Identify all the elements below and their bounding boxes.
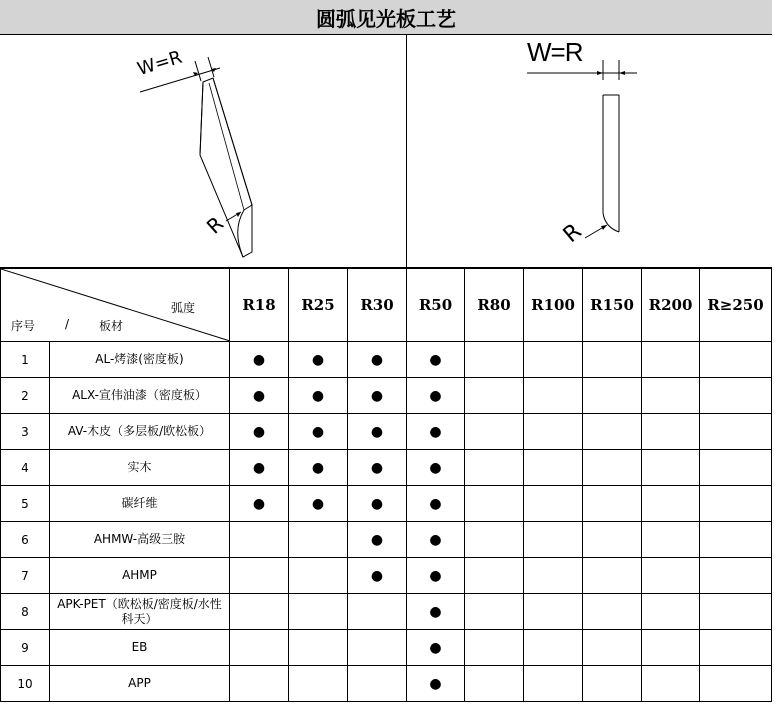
mark-cell [348, 450, 407, 486]
mark-cell [289, 342, 348, 378]
process-table [0, 268, 772, 702]
mark-cell [465, 522, 524, 558]
mark-cell [230, 486, 289, 522]
table-row [1, 414, 772, 450]
mark-cell [700, 630, 772, 666]
mark-cell [524, 486, 583, 522]
row-index: 10 [1, 666, 50, 702]
row-index: 9 [1, 630, 50, 666]
mark-cell [465, 558, 524, 594]
mark-cell [524, 414, 583, 450]
row-index: 2 [1, 378, 50, 414]
supported-mark-icon: ● [311, 459, 325, 476]
mark-cell [700, 666, 772, 702]
supported-mark-icon: ● [429, 603, 442, 620]
radius-label-right: R [558, 219, 587, 248]
mark-cell [700, 558, 772, 594]
diagram-area [0, 35, 772, 268]
mark-cell [407, 666, 465, 702]
mark-cell [642, 594, 700, 630]
mark-cell [407, 522, 465, 558]
row-index: 1 [1, 342, 50, 378]
supported-mark-icon: ● [370, 531, 384, 548]
sheet-title: 圆弧见光板工艺 [0, 0, 772, 35]
mark-cell [289, 486, 348, 522]
mark-cell [524, 630, 583, 666]
mark-cell [524, 594, 583, 630]
row-material: 实木 [50, 450, 230, 486]
mark-cell [583, 486, 642, 522]
supported-mark-icon: ● [429, 675, 442, 692]
table-row [1, 666, 772, 702]
mark-cell [642, 414, 700, 450]
header-row [1, 269, 772, 342]
mark-cell [230, 522, 289, 558]
mark-cell [230, 450, 289, 486]
supported-mark-icon: ● [252, 351, 266, 368]
row-index: 5 [1, 486, 50, 522]
mark-cell [348, 558, 407, 594]
row-material: AL-烤漆(密度板) [50, 342, 230, 378]
mark-cell [583, 342, 642, 378]
supported-mark-icon: ● [429, 495, 442, 512]
mark-cell [583, 630, 642, 666]
mark-cell [700, 342, 772, 378]
row-material: APK-PET（欧松板/密度板/水性科天） [50, 594, 230, 630]
mark-cell [583, 450, 642, 486]
table-row [1, 522, 772, 558]
supported-mark-icon: ● [252, 387, 266, 404]
mark-cell [700, 414, 772, 450]
corner-label-radius: 弧度 [171, 301, 196, 315]
mark-cell [642, 450, 700, 486]
mark-cell [465, 594, 524, 630]
corner-label-index: 序号 [11, 319, 36, 333]
mark-cell [524, 522, 583, 558]
col-header-r80: R80 [465, 269, 524, 342]
supported-mark-icon: ● [429, 351, 442, 368]
supported-mark-icon: ● [429, 531, 442, 548]
table-row [1, 594, 772, 630]
mark-cell [642, 630, 700, 666]
row-material: AV-木皮（多层板/欧松板） [50, 414, 230, 450]
mark-cell [230, 342, 289, 378]
width-label-right: W=R [527, 37, 583, 67]
col-header-r200: R200 [642, 269, 700, 342]
mark-cell [230, 414, 289, 450]
row-material: AHMP [50, 558, 230, 594]
row-index: 7 [1, 558, 50, 594]
supported-mark-icon: ● [429, 639, 442, 656]
mark-cell [289, 666, 348, 702]
mark-cell [348, 486, 407, 522]
isometric-panel-drawing [0, 35, 406, 267]
mark-cell [524, 450, 583, 486]
mark-cell [583, 378, 642, 414]
row-material: 碳纤维 [50, 486, 230, 522]
mark-cell [642, 342, 700, 378]
supported-mark-icon: ● [311, 423, 325, 440]
supported-mark-icon: ● [370, 495, 384, 512]
side-panel-drawing [407, 35, 772, 267]
table-row [1, 342, 772, 378]
mark-cell [348, 666, 407, 702]
diagram-isometric [0, 35, 406, 267]
mark-cell [465, 666, 524, 702]
supported-mark-icon: ● [429, 423, 442, 440]
table-row [1, 450, 772, 486]
mark-cell [465, 342, 524, 378]
mark-cell [465, 450, 524, 486]
mark-cell [700, 450, 772, 486]
mark-cell [642, 558, 700, 594]
mark-cell [583, 522, 642, 558]
mark-cell [230, 378, 289, 414]
mark-cell [348, 342, 407, 378]
mark-cell [348, 630, 407, 666]
mark-cell [407, 342, 465, 378]
mark-cell [289, 378, 348, 414]
mark-cell [642, 378, 700, 414]
radius-label-left: R [201, 211, 229, 239]
mark-cell [407, 414, 465, 450]
mark-cell [583, 558, 642, 594]
supported-mark-icon: ● [252, 459, 266, 476]
supported-mark-icon: ● [370, 567, 384, 584]
mark-cell [348, 594, 407, 630]
col-header-r250: R≥250 [700, 269, 772, 342]
mark-cell [642, 522, 700, 558]
corner-header [1, 269, 230, 342]
diagram-side-view [407, 35, 772, 267]
col-header-r25: R25 [289, 269, 348, 342]
mark-cell [289, 450, 348, 486]
row-material: EB [50, 630, 230, 666]
mark-cell [348, 414, 407, 450]
mark-cell [465, 630, 524, 666]
mark-cell [524, 378, 583, 414]
corner-label-separator: / [65, 317, 70, 331]
mark-cell [230, 666, 289, 702]
mark-cell [348, 378, 407, 414]
supported-mark-icon: ● [311, 495, 325, 512]
corner-label-material: 板材 [99, 319, 124, 333]
row-material: AHMW-高级三胺 [50, 522, 230, 558]
supported-mark-icon: ● [311, 387, 325, 404]
mark-cell [407, 558, 465, 594]
mark-cell [700, 522, 772, 558]
table-body [1, 342, 772, 702]
row-material: APP [50, 666, 230, 702]
mark-cell [289, 630, 348, 666]
col-header-r50: R50 [407, 269, 465, 342]
mark-cell [700, 594, 772, 630]
mark-cell [583, 594, 642, 630]
mark-cell [524, 666, 583, 702]
mark-cell [407, 486, 465, 522]
mark-cell [289, 522, 348, 558]
supported-mark-icon: ● [370, 387, 384, 404]
col-header-r100: R100 [524, 269, 583, 342]
mark-cell [642, 486, 700, 522]
mark-cell [289, 414, 348, 450]
supported-mark-icon: ● [370, 351, 384, 368]
mark-cell [700, 486, 772, 522]
supported-mark-icon: ● [252, 423, 266, 440]
row-index: 3 [1, 414, 50, 450]
supported-mark-icon: ● [370, 459, 384, 476]
mark-cell [465, 378, 524, 414]
table-row [1, 630, 772, 666]
supported-mark-icon: ● [429, 459, 442, 476]
mark-cell [230, 558, 289, 594]
mark-cell [230, 630, 289, 666]
table-row [1, 378, 772, 414]
mark-cell [583, 666, 642, 702]
width-label-left: W=R [135, 46, 185, 81]
mark-cell [524, 342, 583, 378]
row-index: 6 [1, 522, 50, 558]
mark-cell [642, 666, 700, 702]
mark-cell [524, 558, 583, 594]
mark-cell [407, 450, 465, 486]
mark-cell [407, 378, 465, 414]
mark-cell [407, 594, 465, 630]
table-row [1, 558, 772, 594]
mark-cell [348, 522, 407, 558]
supported-mark-icon: ● [429, 567, 442, 584]
table-row [1, 486, 772, 522]
mark-cell [700, 378, 772, 414]
col-header-r30: R30 [348, 269, 407, 342]
mark-cell [289, 558, 348, 594]
row-index: 8 [1, 594, 50, 630]
row-material: ALX-宣伟油漆（密度板） [50, 378, 230, 414]
mark-cell [407, 630, 465, 666]
supported-mark-icon: ● [311, 351, 325, 368]
mark-cell [230, 594, 289, 630]
col-header-r150: R150 [583, 269, 642, 342]
supported-mark-icon: ● [252, 495, 266, 512]
supported-mark-icon: ● [429, 387, 442, 404]
mark-cell [465, 414, 524, 450]
supported-mark-icon: ● [370, 423, 384, 440]
mark-cell [289, 594, 348, 630]
mark-cell [583, 414, 642, 450]
row-index: 4 [1, 450, 50, 486]
col-header-r18: R18 [230, 269, 289, 342]
mark-cell [465, 486, 524, 522]
